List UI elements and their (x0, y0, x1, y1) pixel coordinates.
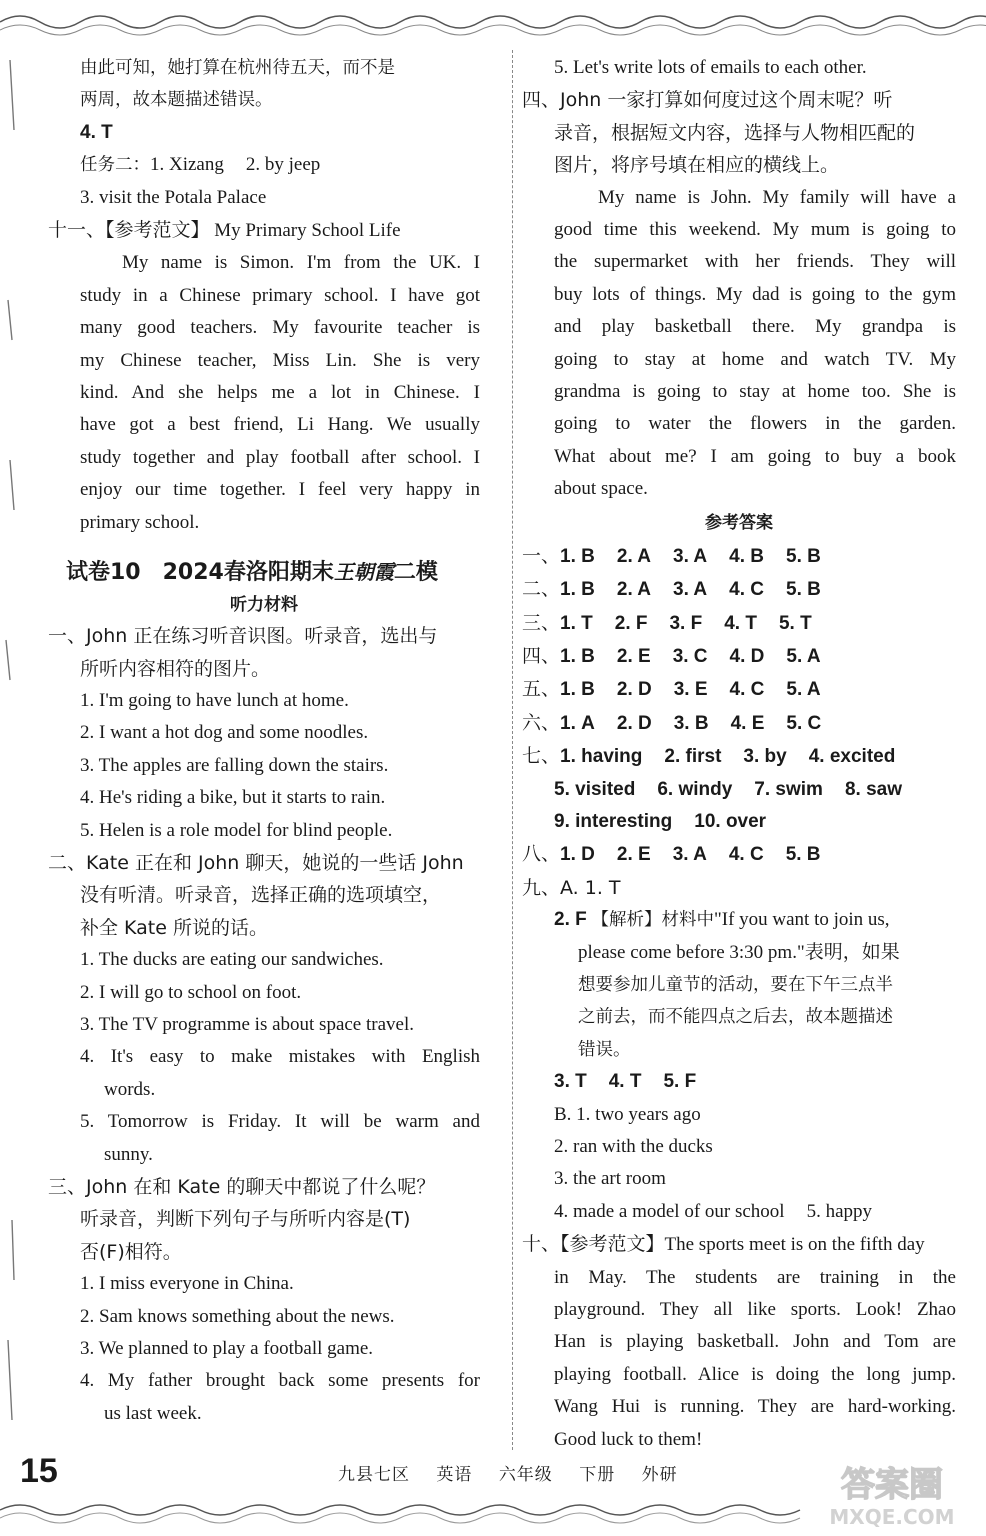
section3-heading: 听录音，判断下列句子与所听内容是(T) (80, 1208, 411, 1231)
binding-margin-marks (0, 40, 24, 1480)
q7-answer: 4. excited (808, 746, 896, 768)
q11-header (48, 214, 480, 247)
answers-title: 参考答案 (705, 512, 773, 533)
q9-answer: 5. F (663, 1071, 697, 1093)
left-column (48, 52, 480, 1430)
prev-explanation-line: 两周，故本题描述错误。 (80, 90, 273, 111)
q11-label: 十一、【参考范文】 (48, 219, 210, 242)
footer-subject: 英语 (436, 1465, 473, 1485)
q7-answer: 8. saw (844, 778, 902, 800)
paper-brand-logo: 王朝霞 (333, 560, 394, 585)
q9-answer-2-value: 2. F (554, 909, 587, 931)
answer-item: 4. T (724, 612, 757, 634)
column-divider (512, 50, 513, 1450)
task2-label: 任务二： (80, 155, 150, 176)
q9-part-b-answer: 5. happy (806, 1200, 873, 1222)
answer-item: 3. A (673, 545, 708, 567)
passage-line: What about me? I am going to buy a book (554, 445, 956, 467)
answer-item: 1. B (560, 545, 595, 567)
q9-explain-line: 之前去，而不能四点之后去，故本题描述 (578, 1007, 893, 1028)
answer-item: 1. B (560, 679, 595, 701)
footer-volume: 下册 (579, 1465, 616, 1485)
listening-title: 听力材料 (230, 595, 298, 616)
q10-essay-line: playing football. Alice is doing the long jump. (554, 1363, 956, 1385)
essay-line: many good teachers. My favourite teacher is (80, 317, 480, 339)
listening-item: 2. I want a hot dog and some noodles. (80, 722, 369, 744)
q9-explain-quote: "If you want to join us, (713, 909, 890, 931)
q8-answer: 3. A (672, 844, 707, 866)
listening-item: 3. We planned to play a football game. (80, 1338, 374, 1360)
paper-title-suffix: 二模 (393, 560, 438, 586)
q7-answer: 7. swim (754, 778, 823, 800)
answer-item: 3. C (672, 645, 708, 667)
answer-item: 4. B (729, 545, 765, 567)
site-watermark-logo (806, 1458, 978, 1532)
answer-item: 2. D (616, 679, 652, 701)
prev-answer-q4: 4. T (80, 121, 113, 143)
answer-item: 3. A (673, 579, 708, 601)
task2-answers (48, 149, 480, 181)
answer-row (522, 673, 956, 706)
essay-line: study in a Chinese primary school. I have got (80, 284, 480, 306)
listening-item: 5. Helen is a role model for blind people. (80, 819, 393, 841)
footer-edition: 外研 (641, 1465, 678, 1485)
q8-answer: 4. C (728, 844, 764, 866)
q10-essay-line: Wang Hui is running. They are hard-working. (554, 1396, 956, 1418)
answer-item: 1. B (560, 645, 595, 667)
answer-row-label: 一、 (522, 544, 561, 567)
top-border-decoration (0, 0, 986, 48)
passage-line: My name is John. My family will have a (598, 186, 956, 208)
q7-label: 七、 (522, 745, 561, 768)
q9-answer: 3. T (554, 1071, 587, 1093)
listening-item: us last week. (104, 1402, 202, 1424)
listening-item: 3. The apples are falling down the stairs. (80, 754, 389, 776)
answer-item: 4. E (730, 712, 765, 734)
q10-essay-line: playground. They all like sports. Look! Zhao (554, 1299, 956, 1321)
answer-row-label: 四、 (522, 644, 561, 667)
answer-item: 2. E (616, 645, 651, 667)
q8-answer: 2. E (616, 844, 651, 866)
listening-item: 2. I will go to school on foot. (80, 981, 302, 1003)
q10-essay-line: The sports meet is on the fifth day (664, 1234, 925, 1256)
listening-item: words. (104, 1078, 156, 1100)
q7-answer: 2. first (664, 746, 722, 768)
q9-explain-line: 想要参加儿童节的活动，要在下午三点半 (578, 974, 893, 995)
watermark-text-2: MXQE.COM (829, 1505, 955, 1529)
answer-row-label: 三、 (522, 611, 561, 634)
passage-line: grandma is going to stay at home too. She is (554, 381, 956, 403)
task2-answer-2: 2. by jeep (245, 154, 321, 176)
q9-part-b-answer: 4. made a model of our school (554, 1200, 785, 1222)
q9-answer: 4. T (608, 1071, 642, 1093)
section4-heading: 四、John 一家打算如何度过这个周末呢？听 (522, 89, 893, 112)
answer-row (522, 573, 956, 606)
q7-answer: 3. by (743, 746, 787, 768)
answer-item: 1. T (560, 612, 593, 634)
q9-explain-label: 【解析】材料中 (591, 910, 714, 931)
listening-item: 4. It's easy to make mistakes with English (80, 1046, 480, 1068)
answer-row-label: 六、 (522, 711, 561, 734)
passage-line: about space. (554, 478, 648, 500)
answer-item: 4. D (729, 645, 765, 667)
passage-line: going to water the flowers in the garden. (554, 413, 956, 435)
listening-item: 3. The TV programme is about space travel. (80, 1013, 414, 1035)
section4-heading: 录音，根据短文内容，选择与人物相匹配的 (554, 121, 916, 144)
task2-answer-3: 3. visit the Potala Palace (80, 186, 267, 208)
watermark-text-1: 答案圈 (841, 1465, 943, 1505)
answer-item: 5. C (786, 712, 822, 734)
passage-line: and play basketball there. My grandpa is (554, 316, 956, 338)
footer-region: 九县七区 (338, 1465, 410, 1485)
section2-heading: 没有听清。听录音，选择正确的选项填空， (80, 884, 442, 907)
paper-title (48, 555, 480, 590)
prev-explanation-line: 由此可知，她打算在杭州待五天，而不是 (80, 58, 395, 78)
listening-item: 5. Tomorrow is Friday. It will be warm and (80, 1111, 480, 1133)
q7-answer: 9. interesting (554, 810, 673, 832)
section3-heading: 三、John 在和 Kate 的聊天中都说了什么呢？ (48, 1176, 436, 1198)
answer-row (522, 540, 956, 573)
q9-answers-3-5 (522, 1066, 956, 1098)
q10-label: 十、【参考范文】 (522, 1233, 665, 1256)
listening-item: 4. He's riding a bike, but it starts to rain. (80, 787, 386, 809)
listening-item: 1. I miss everyone in China. (80, 1273, 294, 1295)
answer-item: 4. C (729, 579, 765, 601)
q10-header (522, 1228, 956, 1261)
essay-line: have got a best friend, Li Hang. We usually (80, 414, 480, 436)
answer-item: 2. F (614, 612, 648, 634)
q7-answers (522, 806, 956, 838)
q9-part-a: 九、A. 1. T (522, 876, 621, 899)
q10-essay-line: Han is playing basketball. John and Tom are (554, 1331, 956, 1353)
passage-line: good time this weekend. My mum is going to (554, 219, 956, 241)
page-footer (338, 1460, 698, 1485)
essay-line: enjoy our time together. I feel very happy in (80, 479, 480, 501)
q7-answer: 6. windy (657, 778, 733, 800)
answer-item: 2. A (616, 579, 652, 601)
q8-answers (522, 838, 956, 871)
q7-answer: 10. over (694, 810, 767, 832)
q11-essay-title: My Primary School Life (214, 220, 401, 242)
passage-line: the supermarket with her friends. They will (554, 251, 956, 273)
answer-item: 1. B (560, 579, 595, 601)
answer-row (522, 607, 956, 640)
answer-item: 5. T (778, 612, 812, 634)
answer-item: 5. A (786, 645, 821, 667)
q7-answer: 1. having (560, 746, 643, 768)
q9-explain-line: please come before 3:30 pm."表明，如果 (578, 941, 900, 963)
essay-line: study together and play football after school. I (80, 446, 480, 468)
passage-line: going to stay at home and watch TV. My (554, 348, 956, 370)
answer-item: 4. C (729, 679, 765, 701)
q9-part-b-answer: B. 1. two years ago (554, 1103, 701, 1125)
paper-title-text: 试卷10 2024春洛阳期末 (66, 560, 334, 586)
answer-item: 3. B (673, 712, 709, 734)
answer-item: 2. D (616, 712, 652, 734)
right-column (522, 52, 956, 1456)
answer-row (522, 707, 956, 740)
section4-heading: 图片，将序号填在相应的横线上。 (554, 154, 840, 177)
essay-line: primary school. (80, 511, 200, 533)
answer-item: 3. E (673, 679, 708, 701)
listening-item: 4. My father brought back some presents for (80, 1370, 480, 1392)
answer-item: 5. B (786, 545, 821, 567)
essay-line: kind. And she helps me a lot in Chinese. I (80, 382, 480, 404)
q10-essay-line: Good luck to them! (554, 1428, 703, 1450)
q8-answer: 1. D (560, 844, 595, 866)
section1-heading: 所听内容相符的图片。 (80, 657, 271, 680)
answer-row-label: 五、 (522, 678, 561, 701)
q9-answer-2 (522, 904, 956, 936)
q8-label: 八、 (522, 843, 561, 866)
footer-grade: 六年级 (498, 1465, 553, 1485)
answer-item: 1. A (560, 712, 595, 734)
answer-item: 3. F (669, 612, 703, 634)
q8-answer: 5. B (785, 844, 821, 866)
q9-part-b-answer: 2. ran with the ducks (554, 1136, 713, 1157)
q10-essay-line: in May. The students are training in the (554, 1266, 956, 1288)
section1-heading: 一、John 正在练习听音识图。听录音，选出与 (48, 625, 438, 648)
answer-item: 5. A (786, 679, 821, 701)
listening-item: sunny. (104, 1143, 153, 1165)
passage-line: buy lots of things. My dad is going to the gym (554, 283, 956, 305)
listening-item: 1. The ducks are eating our sandwiches. (80, 949, 384, 971)
q7-answers (522, 774, 956, 806)
section2-heading: 二、Kate 正在和 John 聊天，她说的一些话 John (48, 851, 464, 874)
listening-item: 2. Sam knows something about the news. (80, 1305, 395, 1327)
q9-explain-line: 错误。 (578, 1039, 631, 1060)
answer-row (522, 640, 956, 673)
listening-item: 1. I'm going to have lunch at home. (80, 689, 349, 711)
section2-heading: 补全 Kate 所说的话。 (80, 916, 268, 939)
answer-item: 5. B (786, 579, 821, 601)
q7-answer: 5. visited (554, 778, 636, 800)
answer-rows (522, 540, 956, 740)
listening-item: 5. Let's write lots of emails to each other. (554, 57, 867, 78)
essay-line: My name is Simon. I'm from the UK. I (122, 252, 480, 274)
answer-row-label: 二、 (522, 578, 561, 601)
task2-answer-1: 1. Xizang (150, 154, 224, 176)
answer-item: 2. A (616, 545, 652, 567)
essay-line: my Chinese teacher, Miss Lin. She is very (80, 349, 480, 371)
q7-answers (522, 740, 956, 773)
q9-part-b-answer: 3. the art room (554, 1168, 666, 1190)
section3-heading: 否(F)相符。 (80, 1240, 182, 1263)
q9-part-b-answers (522, 1196, 956, 1228)
page-number: 15 (20, 1452, 58, 1490)
